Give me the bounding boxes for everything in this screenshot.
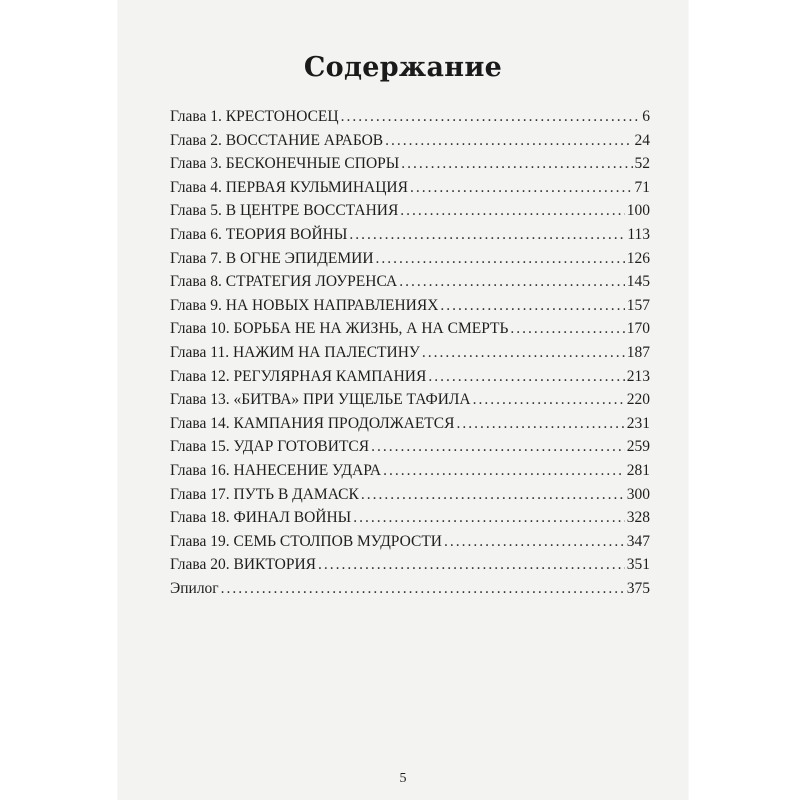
dot-leader bbox=[383, 462, 625, 480]
toc-entry-label: Глава 18. ФИНАЛ ВОЙНЫ bbox=[170, 509, 352, 527]
toc-entry bbox=[170, 391, 650, 415]
toc-entry-page: 351 bbox=[626, 556, 650, 574]
toc-entry-page: 126 bbox=[626, 249, 650, 267]
dot-leader bbox=[400, 202, 624, 220]
dot-leader bbox=[456, 415, 624, 433]
toc-entry-label: Глава 16. НАНЕСЕНИЕ УДАРА bbox=[170, 461, 382, 479]
toc-entry-label: Глава 14. КАМПАНИЯ ПРОДОЛЖАЕТСЯ bbox=[170, 414, 455, 432]
toc-entry-page: 52 bbox=[634, 155, 650, 173]
dot-leader bbox=[361, 486, 625, 504]
toc-entry-label: Глава 19. СЕМЬ СТОЛПОВ МУДРОСТИ bbox=[170, 532, 442, 550]
toc-entry bbox=[170, 580, 650, 604]
toc-entry-page: 281 bbox=[626, 461, 650, 479]
toc-entry-page: 113 bbox=[627, 225, 650, 243]
dot-leader bbox=[376, 250, 625, 268]
toc-entry-page: 328 bbox=[626, 509, 650, 527]
dot-leader bbox=[410, 179, 633, 197]
dot-leader bbox=[341, 108, 641, 126]
toc-entry-page: 145 bbox=[626, 273, 650, 291]
toc-entry bbox=[170, 415, 650, 439]
toc-entry bbox=[170, 368, 650, 392]
toc-entry-label: Глава 2. ВОССТАНИЕ АРАБОВ bbox=[170, 131, 384, 149]
toc-entry bbox=[170, 155, 650, 179]
toc-entry bbox=[170, 556, 650, 580]
toc-entry-label: Глава 20. ВИКТОРИЯ bbox=[170, 556, 317, 574]
dot-leader bbox=[221, 580, 625, 598]
toc-entry-page: 213 bbox=[626, 367, 650, 385]
dot-leader bbox=[371, 438, 625, 456]
dot-leader bbox=[510, 320, 624, 338]
dot-leader bbox=[440, 297, 624, 315]
toc-entry-label: Глава 12. РЕГУЛЯРНАЯ КАМПАНИЯ bbox=[170, 367, 427, 385]
toc-entry-page: 347 bbox=[626, 532, 650, 550]
toc-entry-page: 6 bbox=[642, 108, 650, 125]
toc-entry-label: Глава 9. НА НОВЫХ НАПРАВЛЕНИЯХ bbox=[170, 296, 439, 314]
toc-entry bbox=[170, 273, 650, 297]
toc-entry bbox=[170, 438, 650, 462]
toc-entry bbox=[170, 226, 650, 250]
book-page bbox=[118, 0, 688, 800]
toc-entry-label: Эпилог bbox=[170, 579, 219, 597]
toc-entry bbox=[170, 462, 650, 486]
toc-entry-label: Глава 1. КРЕСТОНОСЕЦ bbox=[170, 108, 339, 125]
toc-entry bbox=[170, 132, 650, 156]
toc-entry-page: 300 bbox=[626, 485, 650, 503]
toc-entry bbox=[170, 250, 650, 274]
toc-entry-page: 231 bbox=[626, 414, 650, 432]
toc-entry bbox=[170, 509, 650, 533]
toc-entry-page: 170 bbox=[626, 320, 650, 338]
toc-entry bbox=[170, 297, 650, 321]
page-title: Содержание bbox=[303, 52, 503, 83]
toc-entry bbox=[170, 179, 650, 203]
dot-leader bbox=[401, 155, 632, 173]
toc-entry-page: 187 bbox=[626, 343, 650, 361]
dot-leader bbox=[353, 509, 625, 527]
toc-entry-label: Глава 4. ПЕРВАЯ КУЛЬМИНАЦИЯ bbox=[170, 178, 408, 196]
toc-entry-label: Глава 10. БОРЬБА НЕ НА ЖИЗНЬ, А НА СМЕРТЬ bbox=[170, 320, 509, 338]
toc-entry-page: 157 bbox=[626, 296, 650, 314]
dot-leader bbox=[385, 132, 632, 150]
page-number: 5 bbox=[399, 771, 407, 786]
toc-entry-label: Глава 3. БЕСКОНЕЧНЫЕ СПОРЫ bbox=[170, 155, 400, 173]
dot-leader bbox=[318, 556, 625, 574]
toc-entry-page: 100 bbox=[626, 202, 650, 220]
toc-entry-label: Глава 5. В ЦЕНТРЕ ВОССТАНИЯ bbox=[170, 202, 399, 220]
dot-leader bbox=[473, 391, 625, 409]
dot-leader bbox=[349, 226, 625, 244]
toc-entry bbox=[170, 320, 650, 344]
table-of-contents bbox=[170, 108, 650, 603]
toc-entry-page: 220 bbox=[626, 391, 650, 409]
toc-entry-label: Глава 8. СТРАТЕГИЯ ЛОУРЕНСА bbox=[170, 273, 398, 291]
dot-leader bbox=[444, 533, 625, 551]
toc-entry-label: Глава 15. УДАР ГОТОВИТСЯ bbox=[170, 438, 370, 456]
toc-entry-page: 375 bbox=[626, 579, 650, 597]
dot-leader bbox=[428, 368, 624, 386]
toc-entry-page: 24 bbox=[634, 131, 650, 149]
dot-leader bbox=[399, 273, 625, 291]
toc-entry-page: 259 bbox=[626, 438, 650, 456]
toc-entry bbox=[170, 533, 650, 557]
toc-entry-label: Глава 6. ТЕОРИЯ ВОЙНЫ bbox=[170, 225, 348, 243]
toc-entry bbox=[170, 202, 650, 226]
toc-entry-page: 71 bbox=[634, 178, 650, 196]
toc-entry-label: Глава 17. ПУТЬ В ДАМАСК bbox=[170, 485, 359, 503]
toc-entry-label: Глава 13. «БИТВА» ПРИ УЩЕЛЬЕ ТАФИЛА bbox=[170, 391, 471, 409]
toc-entry-label: Глава 11. НАЖИМ НА ПАЛЕСТИНУ bbox=[170, 343, 420, 361]
dot-leader bbox=[422, 344, 625, 362]
toc-entry-label: Глава 7. В ОГНЕ ЭПИДЕМИИ bbox=[170, 249, 374, 267]
toc-entry bbox=[170, 486, 650, 510]
toc-entry bbox=[170, 108, 650, 132]
toc-entry bbox=[170, 344, 650, 368]
